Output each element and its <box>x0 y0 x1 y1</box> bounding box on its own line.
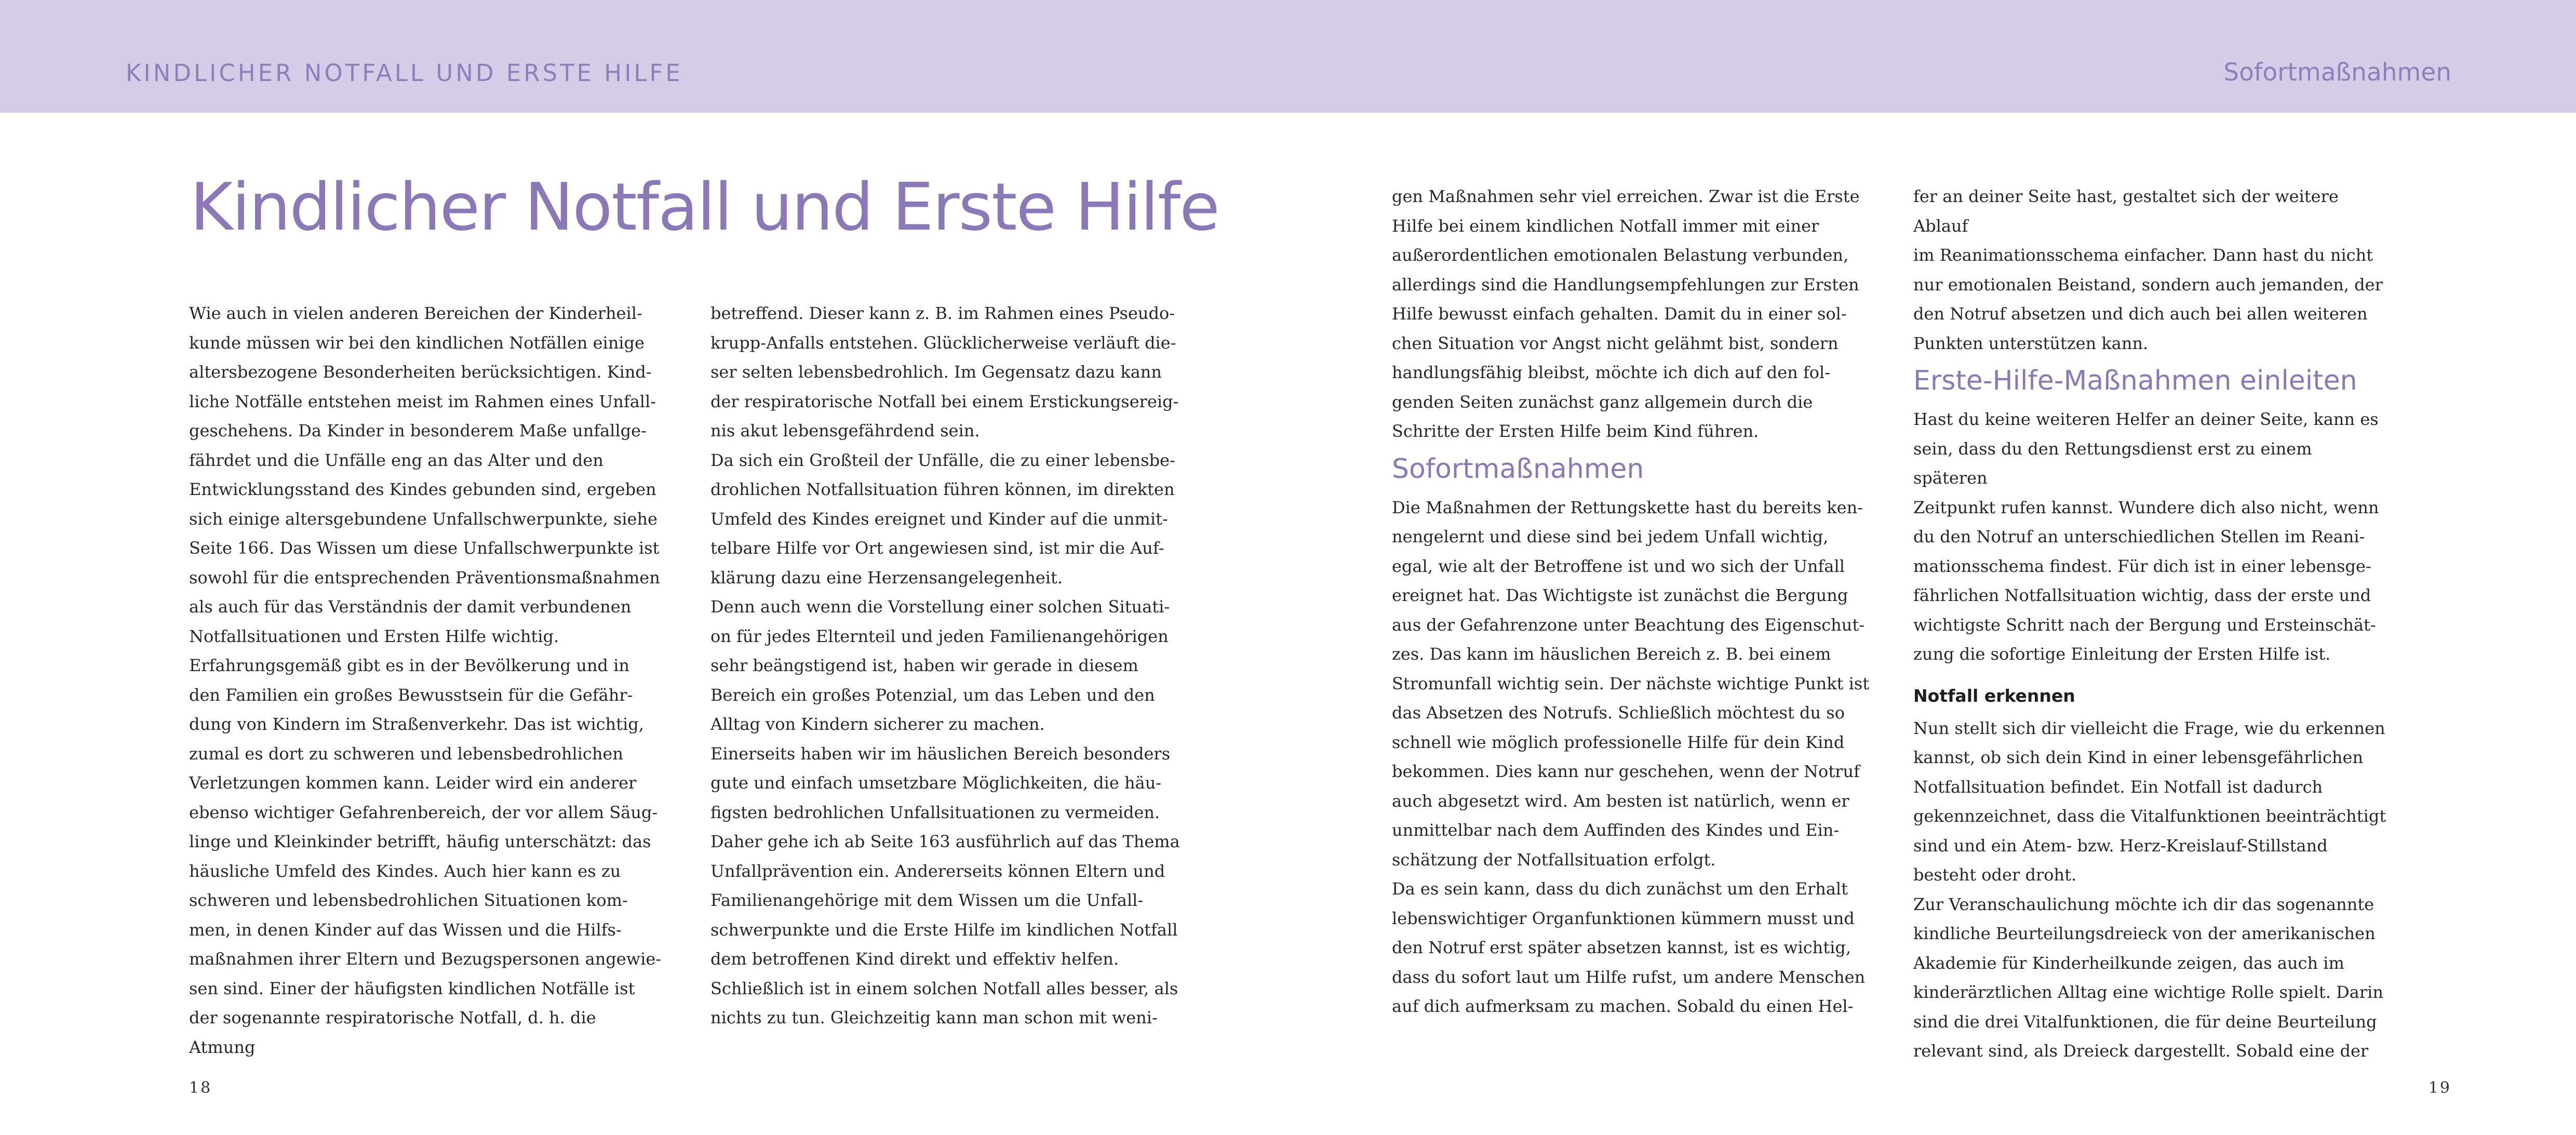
text-line: Einerseits haben wir im häuslichen Bereich besonders <box>710 743 1171 764</box>
text-line: nis akut lebensgefährdend sein. <box>710 421 980 440</box>
paragraph-block <box>1913 405 2391 669</box>
text-line: nengelernt und diese sind bei jedem Unfall wichtig, <box>1392 527 1829 546</box>
text-line: ser selten lebensbedrohlich. Im Gegensatz dazu kann <box>710 362 1162 382</box>
text-line: du den Notruf an unterschiedlichen Stellen im Reani- <box>1913 527 2365 546</box>
text-line: men, in denen Kinder auf das Wissen und die Hilfs- <box>189 919 622 940</box>
paragraph-block <box>189 299 667 1062</box>
text-line: außerordentlichen emotionalen Belastung verbunden, <box>1392 245 1849 265</box>
text-line: besteht oder droht. <box>1913 865 2077 885</box>
text-line: gute und einfach umsetzbare Möglichkeiten, die häu- <box>710 773 1162 793</box>
text-line: krupp-Anfalls entstehen. Glücklicherweise verläuft die- <box>710 332 1176 353</box>
text-line: Notfallsituationen und Ersten Hilfe wichtig. <box>189 626 559 646</box>
header-band <box>0 0 2576 113</box>
subheading-notfall-erkennen: Notfall erkennen <box>1913 685 2075 706</box>
text-line: ereignet hat. Das Wichtigste ist zunächst die Bergung <box>1392 585 1848 605</box>
text-line: nur emotionalen Beistand, sondern auch jemanden, der <box>1913 274 2383 295</box>
text-line: das Absetzen des Notrufs. Schließlich möchtest du so <box>1392 703 1845 723</box>
text-line: bekommen. Dies kann nur geschehen, wenn der Notruf <box>1392 762 1860 781</box>
text-line: sich einige altersgebundene Unfallschwerpunkte, siehe <box>189 509 658 529</box>
text-line: gen Maßnahmen sehr viel erreichen. Zwar ist die Erste <box>1392 186 1860 206</box>
text-line: aus der Gefahrenzone unter Beachtung des Eigenschut- <box>1392 615 1865 635</box>
text-line: der respiratorische Notfall bei einem Erstickungsereig- <box>710 391 1179 411</box>
text-line: Bereich ein großes Potenzial, um das Leben und den <box>710 685 1155 705</box>
text-line: auch abgesetzt wird. Am besten ist natürlich, wenn er <box>1392 791 1849 811</box>
section-heading-erste-hilfe: Erste-Hilfe-Maßnahmen einleiten <box>1913 365 2357 396</box>
text-line: Verletzungen kommen kann. Leider wird ein anderer <box>189 773 637 793</box>
paragraph-block <box>1913 182 2391 358</box>
text-line: fer an deiner Seite hast, gestaltet sich der weitere Ablauf <box>1913 186 2339 236</box>
text-line: Erfahrungsgemäß gibt es in der Bevölkerung und in <box>189 656 629 675</box>
text-line: liche Notfälle entstehen meist im Rahmen eines Unfall- <box>189 391 656 411</box>
text-line: schweren und lebensbedrohlichen Situationen kom- <box>189 890 628 910</box>
text-line: Alltag von Kindern sicherer zu machen. <box>710 714 1045 734</box>
section-heading-sofortmassnahmen: Sofortmaßnahmen <box>1392 453 1644 485</box>
text-column-4 <box>1913 182 2391 1066</box>
text-line: sind die drei Vitalfunktionen, die für deine Beurteilung <box>1913 1011 2377 1032</box>
text-line: Hast du keine weiteren Helfer an deiner Seite, kann es <box>1913 409 2379 429</box>
text-line: kinderärztlichen Alltag eine wichtige Rolle spielt. Darin <box>1913 982 2383 1002</box>
page-number-right: 19 <box>2428 1079 2451 1097</box>
paragraph-block <box>1392 493 1870 1021</box>
text-line: den Familien ein großes Bewusstsein für die Gefähr- <box>189 685 633 705</box>
text-line: den Notruf absetzen und dich auch bei allen weiteren <box>1913 304 2368 324</box>
text-line: Nun stellt sich dir vielleicht die Frage, wie du erkennen <box>1913 718 2385 738</box>
text-line: kannst, ob sich dein Kind in einer lebensgefährlichen <box>1913 747 2364 767</box>
text-line: im Reanimationsschema einfacher. Dann hast du nicht <box>1913 245 2373 265</box>
text-line: drohlichen Notfallsituation führen können, im direkten <box>710 479 1175 499</box>
text-line: schätzung der Notfallsituation erfolgt. <box>1392 849 1716 870</box>
text-line: zung die sofortige Einleitung der Ersten Hilfe ist. <box>1913 644 2331 664</box>
text-line: dem betroffenen Kind direkt und effektiv helfen. <box>710 949 1119 969</box>
text-column-3 <box>1392 182 1870 1021</box>
text-line: sen sind. Einer der häufigsten kindlichen Notfälle ist <box>189 978 635 998</box>
text-line: kindliche Beurteilungsdreieck von der amerikanischen <box>1913 924 2376 943</box>
text-line: telbare Hilfe vor Ort angewiesen sind, ist mir die Auf- <box>710 538 1164 558</box>
text-line: Entwicklungsstand des Kindes gebunden sind, ergeben <box>189 479 656 499</box>
text-line: Zeitpunkt rufen kannst. Wundere dich also nicht, wenn <box>1913 497 2379 517</box>
text-line: als auch für das Verständnis der damit verbundenen <box>189 597 632 617</box>
text-line: sind und ein Atem- bzw. Herz-Kreislauf-Stillstand <box>1913 835 2328 856</box>
text-line: betreffend. Dieser kann z. B. im Rahmen eines Pseudo- <box>710 303 1175 323</box>
text-line: nichts zu tun. Gleichzeitig kann man schon mit weni- <box>710 1008 1158 1027</box>
text-line: Stromunfall wichtig sein. Der nächste wichtige Punkt ist <box>1392 673 1870 693</box>
text-line: geschehens. Da Kinder in besonderem Maße unfallge- <box>189 421 647 440</box>
text-line: gekennzeichnet, dass die Vitalfunktionen beeinträchtigt <box>1913 806 2386 826</box>
text-line: Hilfe bei einem kindlichen Notfall immer mit einer <box>1392 216 1819 236</box>
text-line: zumal es dort zu schweren und lebensbedrohlichen <box>189 743 623 764</box>
text-line: Zur Veranschaulichung möchte ich dir das sogenannte <box>1913 894 2374 914</box>
text-line: altersbezogene Besonderheiten berücksichtigen. Kind- <box>189 362 652 382</box>
text-line: sowohl für die entsprechenden Präventionsmaßnahmen <box>189 567 660 587</box>
paragraph-block <box>1913 714 2391 1066</box>
text-line: wichtigste Schritt nach der Bergung und Ersteinschät- <box>1913 615 2376 635</box>
running-head-right: Sofortmaßnahmen <box>2223 58 2451 87</box>
text-line: sehr beängstigend ist, haben wir gerade in diesem <box>710 656 1138 675</box>
text-line: Wie auch in vielen anderen Bereichen der Kinderheil- <box>189 303 642 323</box>
text-line: Hilfe bewusst einfach gehalten. Damit du in einer sol- <box>1392 304 1847 324</box>
text-line: häusliche Umfeld des Kindes. Auch hier kann es zu <box>189 861 621 881</box>
text-line: fährlichen Notfallsituation wichtig, dass der erste und <box>1913 585 2371 605</box>
text-line: Die Maßnahmen der Rettungskette hast du bereits ken- <box>1392 497 1863 517</box>
text-line: fährdet und die Unfälle eng an das Alter und den <box>189 450 603 470</box>
text-line: Unfallprävention ein. Andererseits können Eltern und <box>710 861 1165 881</box>
text-line: Schließlich ist in einem solchen Notfall alles besser, als <box>710 978 1178 998</box>
text-line: linge und Kleinkinder betrifft, häufig unterschätzt: das <box>189 832 651 851</box>
paragraph-block <box>1392 182 1870 446</box>
text-line: auf dich aufmerksam zu machen. Sobald du einen Hel- <box>1392 996 1854 1016</box>
text-line: schwerpunkte und die Erste Hilfe im kindlichen Notfall <box>710 919 1178 940</box>
text-line: Denn auch wenn die Vorstellung einer solchen Situati- <box>710 597 1170 617</box>
text-line: allerdings sind die Handlungsempfehlungen zur Ersten <box>1392 274 1859 295</box>
text-line: kunde müssen wir bei den kindlichen Notfällen einige <box>189 332 645 353</box>
text-line: der sogenannte respiratorische Notfall, d. h. die Atmung <box>189 1008 596 1057</box>
text-line: klärung dazu eine Herzensangelegenheit. <box>710 567 1063 587</box>
text-line: relevant sind, als Dreieck dargestellt. Sobald eine der <box>1913 1041 2369 1061</box>
text-line: ebenso wichtiger Gefahrenbereich, der vor allem Säug- <box>189 802 658 822</box>
text-line: lebenswichtiger Organfunktionen kümmern musst und <box>1392 908 1855 928</box>
running-head-left: KINDLICHER NOTFALL UND ERSTE HILFE <box>126 59 683 87</box>
text-line: maßnahmen ihrer Eltern und Bezugspersonen angewie- <box>189 949 662 969</box>
text-line: Schritte der Ersten Hilfe beim Kind führen. <box>1392 421 1759 441</box>
paragraph-block <box>710 299 1188 1033</box>
text-line: den Notruf erst später absetzen kannst, ist es wichtig, <box>1392 938 1851 957</box>
text-line: Umfeld des Kindes ereignet und Kinder auf die unmit- <box>710 509 1168 529</box>
text-line: unmittelbar nach dem Auffinden des Kindes und Ein- <box>1392 820 1840 840</box>
text-column-1 <box>189 299 667 1062</box>
chapter-title: Kindlicher Notfall und Erste Hilfe <box>190 169 1219 245</box>
text-line: Da es sein kann, dass du dich zunächst um den Erhalt <box>1392 879 1848 899</box>
text-line: handlungsfähig bleibst, möchte ich dich auf den fol- <box>1392 363 1831 382</box>
text-line: Daher gehe ich ab Seite 163 ausführlich auf das Thema <box>710 832 1180 851</box>
text-line: mationsschema findest. Für dich ist in einer lebensge- <box>1913 556 2371 576</box>
text-line: figsten bedrohlichen Unfallsituationen zu vermeiden. <box>710 802 1160 822</box>
page-number-left: 18 <box>189 1079 212 1097</box>
text-column-2 <box>710 299 1188 1033</box>
text-line: sein, dass du den Rettungsdienst erst zu einem späteren <box>1913 438 2312 488</box>
text-line: egal, wie alt der Betroffene ist und wo sich der Unfall <box>1392 556 1845 576</box>
text-line: Familienangehörige mit dem Wissen um die Unfall- <box>710 890 1144 910</box>
text-line: on für jedes Elternteil und jeden Familienangehörigen <box>710 626 1169 646</box>
text-line: Notfallsituation befindet. Ein Notfall ist dadurch <box>1913 777 2323 797</box>
text-line: genden Seiten zunächst ganz allgemein durch die <box>1392 392 1813 412</box>
text-line: Da sich ein Großteil der Unfälle, die zu einer lebensbe- <box>710 450 1175 470</box>
text-line: schnell wie möglich professionelle Hilfe für dein Kind <box>1392 732 1845 752</box>
text-line: zes. Das kann im häuslichen Bereich z. B. bei einem <box>1392 644 1831 664</box>
text-line: dass du sofort laut um Hilfe rufst, um andere Menschen <box>1392 967 1866 987</box>
text-line: Punkten unterstützen kann. <box>1913 333 2149 353</box>
text-line: Seite 166. Das Wissen um diese Unfallschwerpunkte ist <box>189 538 660 558</box>
text-line: chen Situation vor Angst nicht gelähmt bist, sondern <box>1392 333 1839 353</box>
text-line: dung von Kindern im Straßenverkehr. Das ist wichtig, <box>189 714 644 734</box>
text-line: Akademie für Kinderheilkunde zeigen, das auch im <box>1913 953 2344 973</box>
